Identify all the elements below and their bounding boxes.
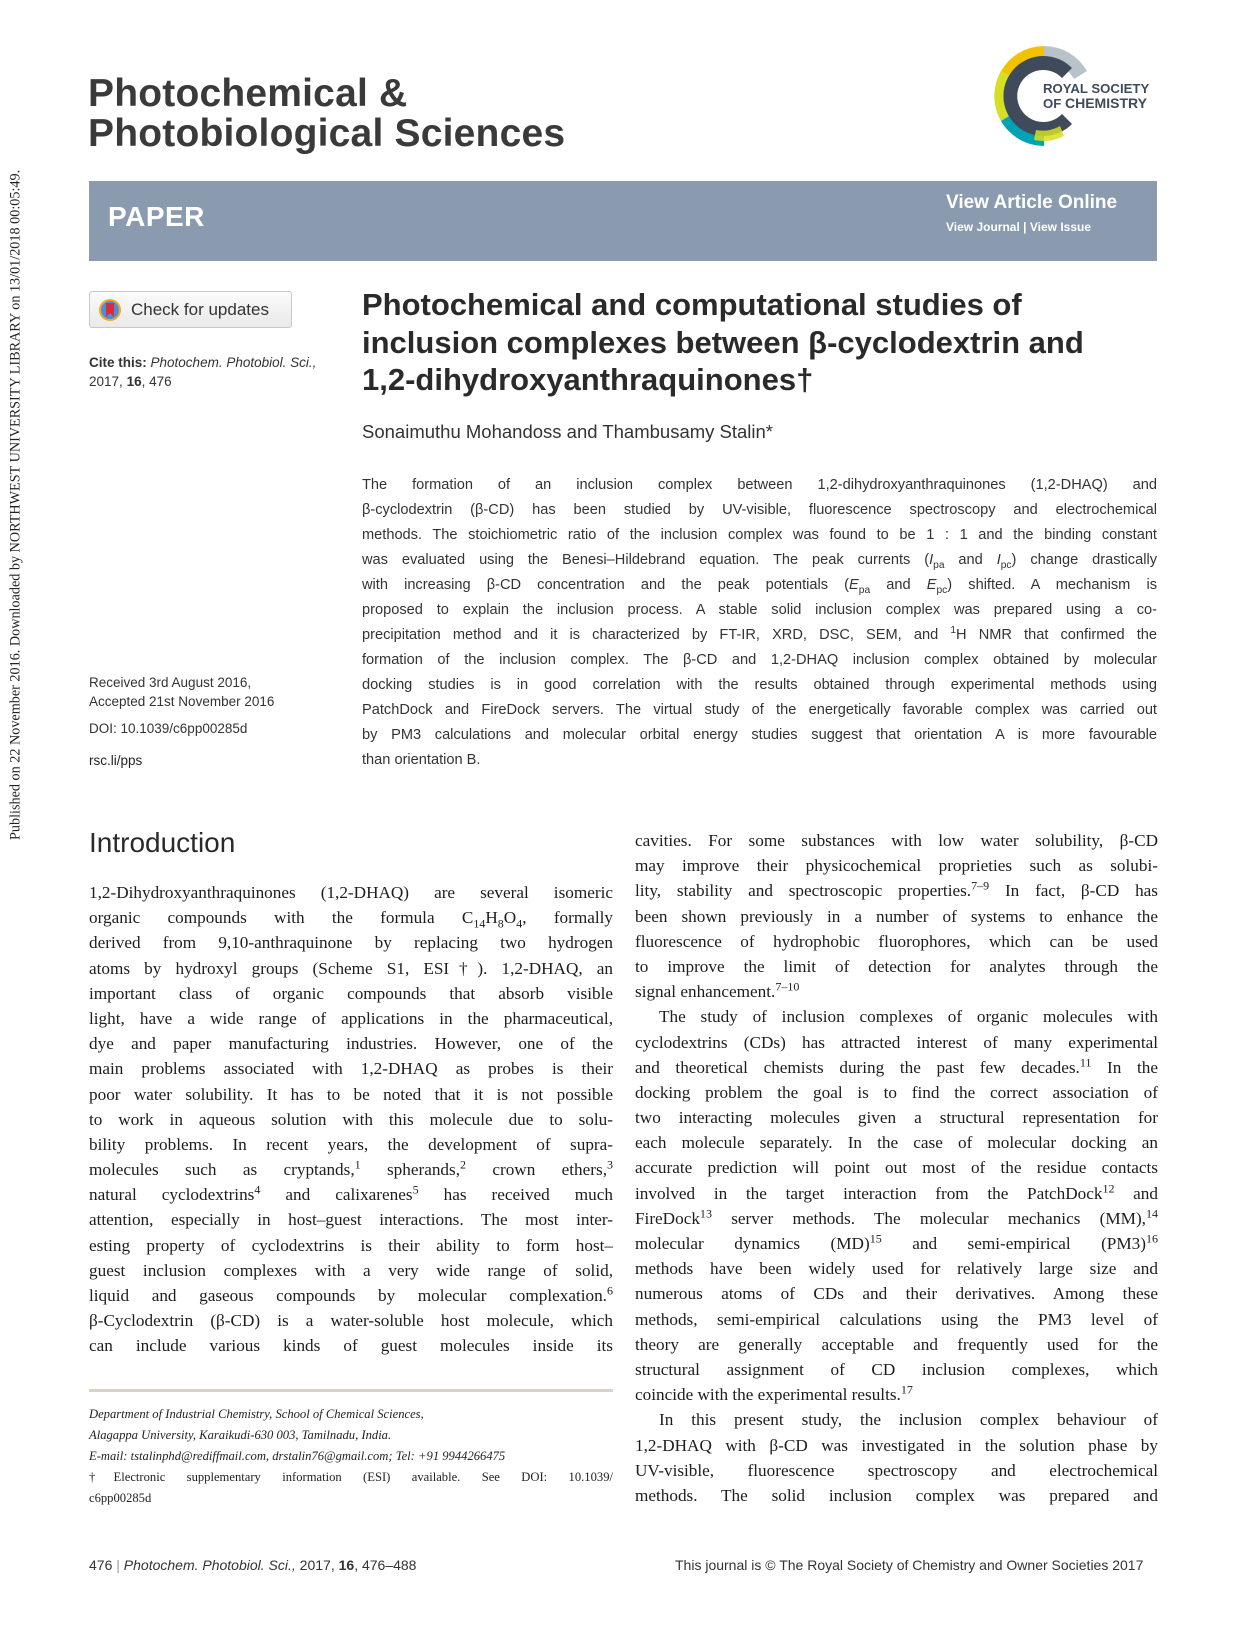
abstract-line: than orientation B. [362, 752, 481, 768]
citation: Cite this: Photochem. Photobiol. Sci., 2017, 16, 476 [89, 355, 317, 389]
right-column-line: to improve the limit of detection for analytes through the [635, 956, 1158, 976]
right-column-line: cavities. For some substances with low water solubility, β-CD [635, 831, 1158, 850]
left-column-line: to work in aqueous solution with this molecule due to solu- [89, 1109, 613, 1129]
left-column-line: guest inclusion complexes with a very wide range of solid, [89, 1260, 613, 1280]
right-column-line: theory are generally acceptable and frequently used for the [635, 1334, 1158, 1354]
right-column-line: methods. The solid inclusion complex was prepared and [635, 1485, 1158, 1505]
left-column-line: atoms by hydroxyl groups (Scheme S1, ESI†). 1,2-DHAQ, an [89, 958, 613, 978]
affiliation-line1: Department of Industrial Chemistry, School of Chemical Sciences, [89, 1407, 424, 1421]
right-column-line: docking problem the goal is to find the correct association of [635, 1082, 1158, 1102]
abstract-line: docking studies is in good correlation with the results obtained through experimental methods using [362, 677, 1157, 693]
journal-title-line1: Photochemical & [88, 72, 408, 115]
right-column-line: may improve their physicochemical proprieties such as solubi- [635, 856, 1158, 876]
received-dates [89, 673, 274, 711]
abstract-line: formation of the inclusion complex. The β-CD and 1,2-DHAQ inclusion complex obtained by molecular [362, 652, 1157, 668]
left-column-line: poor water solubility. It has to be noted that it is not possible [89, 1084, 613, 1104]
right-column-line: fluorescence of hydrophobic fluorophores, which can be used [635, 931, 1158, 951]
footnote-rule [89, 1389, 613, 1392]
left-column-line: attention, especially in host–guest interactions. The most inter- [89, 1210, 613, 1230]
left-column-line: 1,2-Dihydroxyanthraquinones (1,2-DHAQ) are several isomeric [89, 883, 613, 902]
abstract-line: with increasing β-CD concentration and the peak potentials ($E_{pa}$ and $E_{pc}$) shifted. A mechanism is [362, 577, 1157, 596]
page-number: 476 [89, 1557, 113, 1573]
footnotes [89, 1404, 613, 1509]
check-updates-icon [98, 298, 122, 322]
right-column-line: coincide with the experimental results.$^{17}$ [635, 1382, 913, 1405]
right-column-line: cyclodextrins (CDs) has attracted interest of many experimental [635, 1032, 1158, 1052]
right-column-line: signal enhancement.$^{7-10}$ [635, 979, 800, 1002]
journal-title [88, 74, 565, 154]
contact-email: E-mail: tstalinphd@rediffmail.com, drstalin76@gmail.com; Tel: +91 9944266475 [89, 1449, 506, 1463]
left-column-line: dye and paper manufacturing industries. However, one of the [89, 1034, 613, 1054]
right-column-line: In this present study, the inclusion complex behaviour of [659, 1410, 1158, 1430]
left-column-line: light, have a wide range of applications in the pharmaceutical, [89, 1008, 613, 1028]
left-column-line: bility problems. In recent years, the development of supra- [89, 1134, 613, 1154]
left-column-line: esting property of cyclodextrins is their ability to form host– [89, 1235, 613, 1255]
right-column-line: FireDock$^{13}$ server methods. The molecular mechanics (MM),$^{14}$ [635, 1206, 1158, 1228]
left-column-line: liquid and gaseous compounds by molecular complexation.$^6$ [89, 1283, 613, 1305]
right-column-line: been shown previously in a number of systems to enhance the [635, 906, 1158, 926]
body-right-column [635, 828, 1158, 1508]
right-column-line: involved in the target interaction from the PatchDock$^{12}$ and [635, 1180, 1158, 1203]
abstract [362, 473, 1157, 773]
rsc-logo-text: ROYAL SOCIETY OF CHEMISTRY [1043, 81, 1150, 111]
abstract-line: β-cyclodextrin (β-CD) has been studied by UV-visible, fluorescence spectroscopy and electrochemical [362, 502, 1157, 518]
left-column-line: molecules such as cryptands,$^1$ spherands,$^2$ crown ethers,$^3$ [89, 1157, 614, 1180]
left-column-line: natural cyclodextrins$^4$ and calixarenes$^5$ has received much [89, 1182, 613, 1205]
abstract-line: was evaluated using the Benesi–Hildebrand equation. The peak currents ($I_{pa}$ and $I_{pc}$) change drastically [362, 552, 1157, 571]
doi[interactable]: DOI: 10.1039/c6pp00285d [89, 721, 248, 736]
article-title: Photochemical and computational studies of inclusion complexes between β-cyclodextrin and 1,2-dihydroxyanthraquinones† [362, 287, 1084, 397]
view-issue-link[interactable]: View Issue [1029, 220, 1092, 234]
check-for-updates-button[interactable] [89, 291, 292, 328]
journal-title-line2: Photobiological Sciences [88, 112, 566, 155]
abstract-line: by PM3 calculations and molecular orbital energy studies suggest that orientation A is more favourable [362, 727, 1157, 743]
right-column-line: UV-visible, fluorescence spectroscopy and electrochemical [635, 1460, 1158, 1480]
esi-note-line1: †Electronic supplementary information (ESI) available. See DOI: 10.1039/ [89, 1470, 613, 1484]
view-article-online-link[interactable]: View Article Online [946, 192, 1118, 213]
abstract-line: proposed to explain the inclusion process. A stable solid inclusion complex was prepared using a co- [362, 602, 1157, 618]
left-column-line: β-Cyclodextrin (β-CD) is a water-soluble host molecule, which [89, 1311, 613, 1331]
right-column-line: 1,2-DHAQ with β-CD was investigated in the solution phase by [635, 1435, 1158, 1455]
affiliation-line2: Alagappa University, Karaikudi-630 003, Tamilnadu, India. [89, 1428, 392, 1442]
download-stamp: Published on 22 November 2016. Downloaded by NORTHWEST UNIVERSITY LIBRARY on 13/01/2018 00:05:49. [7, 169, 24, 841]
right-column-line: numerous atoms of CDs and their derivatives. Among these [635, 1284, 1158, 1304]
link-separator: | [1023, 220, 1027, 234]
check-updates-label: Check for updates [131, 299, 269, 319]
view-links [946, 220, 1091, 234]
right-column-line: molecular dynamics (MD)$^{15}$ and semi-empirical $(PM3)^{16}$ [635, 1231, 1158, 1253]
abstract-line: methods. The stoichiometric ratio of the inclusion complex was found to be 1 : 1 and the binding constant [362, 527, 1157, 543]
page-footer-citation: 476 | Photochem. Photobiol. Sci., 2017, 16, 476–488 [89, 1557, 417, 1573]
right-column-line: each molecule separately. In the case of molecular docking an [635, 1133, 1158, 1153]
left-column-line: main problems associated with 1,2-DHAQ as probes is their [89, 1059, 613, 1079]
paper-label: PAPER [108, 201, 205, 232]
section-heading-introduction: Introduction [89, 827, 236, 858]
page-footer-copyright: This journal is © The Royal Society of Chemistry and Owner Societies 2017 [675, 1557, 1144, 1573]
accepted-date: Accepted 21st November 2016 [89, 694, 275, 709]
abstract-line: precipitation method and it is characterized by FT-IR, XRD, DSC, SEM, and $^1$H NMR that confirmed the [362, 625, 1157, 643]
abstract-line: PatchDock and FireDock servers. The virtual study of the energetically favorable complex was carried out [362, 702, 1157, 718]
authors: Sonaimuthu Mohandoss and Thambusamy Stalin* [362, 421, 774, 442]
left-column-line: derived from 9,10-anthraquinone by replacing two hydrogen [89, 933, 613, 953]
right-column-line: methods, semi-empirical calculations using the PM3 level of [635, 1309, 1158, 1329]
received-date: Received 3rd August 2016, [89, 675, 252, 690]
right-column-line: methods have been widely used for relatively large size and [635, 1259, 1158, 1279]
esi-note-line2: c6pp00285d [89, 1491, 152, 1505]
right-column-line: two interacting molecules given a structural representation for [635, 1108, 1158, 1128]
view-journal-link[interactable]: View Journal [946, 220, 1020, 234]
right-column-line: accurate prediction will point out most of the residue contacts [635, 1158, 1158, 1178]
left-column-line: can include various kinds of guest molecules inside its [89, 1336, 613, 1356]
right-column-line: The study of inclusion complexes of organic molecules with [659, 1007, 1158, 1027]
right-column-line: structural assignment of CD inclusion complexes, which [635, 1359, 1158, 1379]
left-column-line: important class of organic compounds that absorb visible [89, 983, 613, 1003]
right-column-line: lity, stability and spectroscopic properties.$^{7-9}$ In fact, β-CD has [635, 878, 1158, 901]
body-left-column [89, 880, 613, 1359]
journal-short-link[interactable]: rsc.li/pps [89, 753, 143, 768]
abstract-line: The formation of an inclusion complex between 1,2-dihydroxyanthraquinones (1,2-DHAQ) and [362, 477, 1157, 493]
left-column-line: organic compounds with the formula $C_{14}H_8O_4$, formally [89, 908, 613, 931]
right-column-line: and theoretical chemists during the past few decades.$^{11}$ In the [635, 1054, 1158, 1077]
